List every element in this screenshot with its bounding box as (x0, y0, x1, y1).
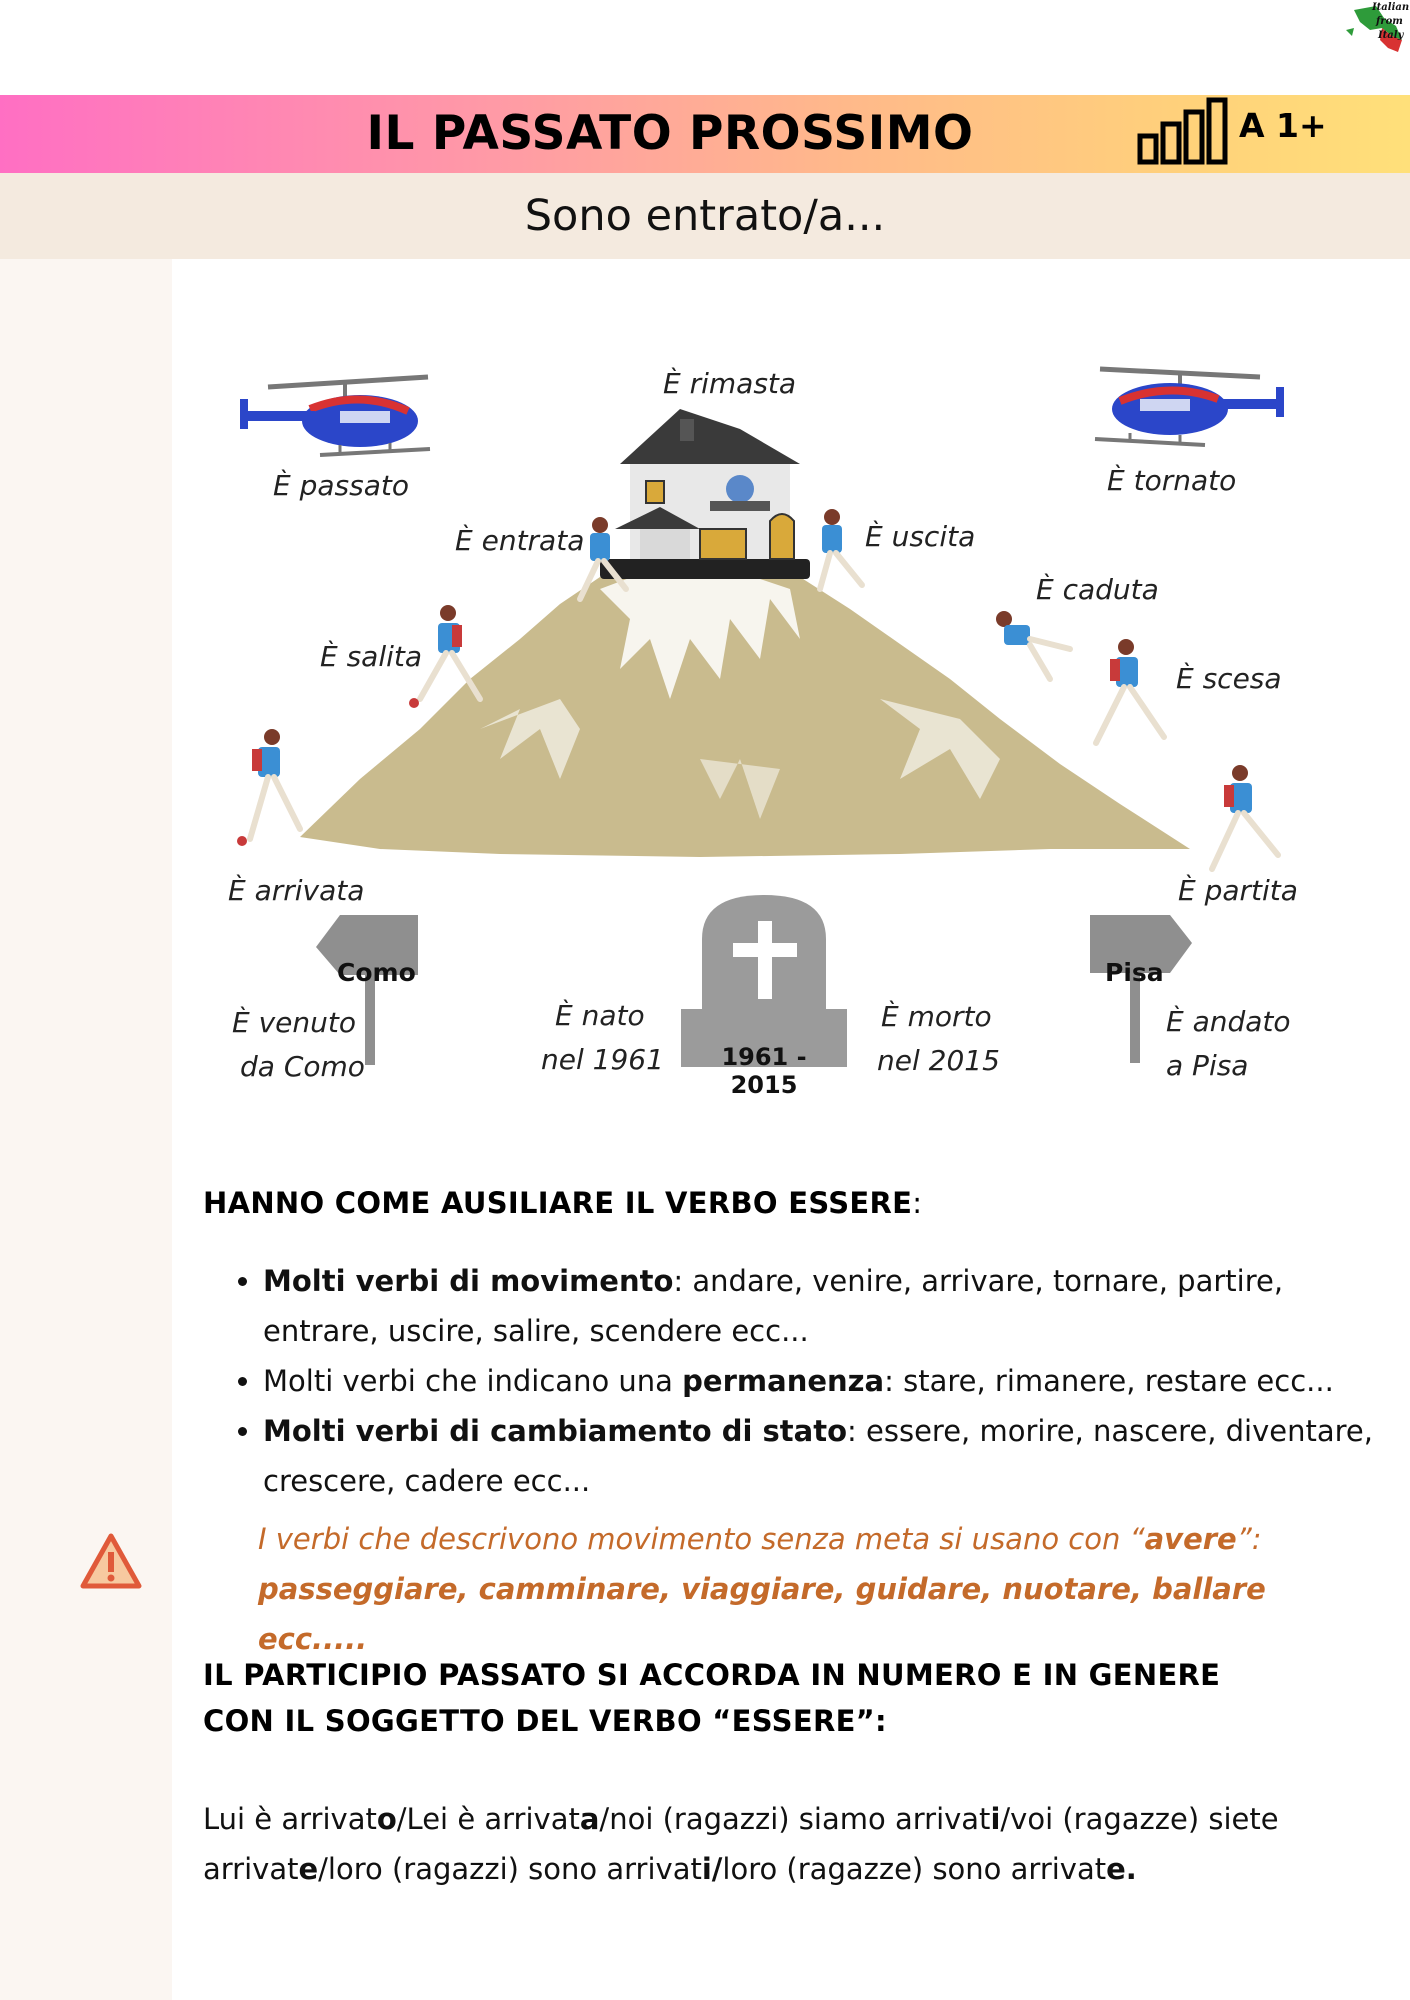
example-ending: e. (1106, 1852, 1137, 1886)
example-ending: a (579, 1802, 600, 1836)
example-ending: i (990, 1802, 1001, 1836)
label-andato-line2: a Pisa (1166, 1049, 1249, 1082)
label-entrata: È entrata (455, 524, 585, 557)
sign-pisa-label: Pisa (1105, 958, 1164, 987)
label-rimasta: È rimasta (663, 367, 797, 400)
label-tornato: È tornato (1107, 464, 1237, 497)
rules-list (203, 1256, 1403, 1506)
warning-icon (80, 1532, 142, 1592)
label-arrivata: È arrivata (228, 874, 365, 907)
list-item-bold: permanenza (682, 1364, 885, 1398)
note-avere: avere (1144, 1522, 1237, 1556)
example-text: /voi (ragazze) siete arrivat (203, 1802, 1279, 1886)
helicopter-right-image (1095, 369, 1284, 445)
section-heading-participio-line2: CON IL SOGGETTO DEL VERBO “ESSERE”: (203, 1704, 887, 1738)
label-venuto-line1: È venuto (232, 1006, 356, 1039)
logo-text-1: Italian (1372, 2, 1410, 13)
label-passato: È passato (273, 469, 409, 502)
label-salita: È salita (320, 640, 423, 673)
list-item-bold: Molti verbi di cambiamento di stato (263, 1414, 848, 1448)
sign-como-label: Como (337, 958, 416, 987)
note-text-end: ”: (1236, 1522, 1262, 1556)
list-item (263, 1406, 1403, 1506)
example-ending: o (376, 1802, 397, 1836)
house-image (600, 409, 810, 579)
label-caduta: È caduta (1036, 573, 1159, 606)
list-item-bold: Molti verbi di movimento (263, 1264, 674, 1298)
level-badge: A 1+ (1239, 106, 1327, 145)
example-text: /noi (ragazzi) siamo arrivat (599, 1802, 991, 1836)
section-heading-essere (203, 1186, 922, 1220)
logo-text-3: Italy (1378, 30, 1404, 41)
section-heading-participio (203, 1652, 1220, 1744)
list-item (263, 1256, 1403, 1356)
tombstone-dates: 1961 - 2015 (721, 1043, 807, 1099)
label-venuto (232, 1001, 365, 1089)
note-text: I verbi che descrivono movimento senza meta si usano con “ (258, 1522, 1145, 1556)
hiker-arrivata-image (237, 729, 300, 846)
example-ending: e (298, 1852, 319, 1886)
label-andato-line1: È andato (1166, 1005, 1291, 1038)
example-ending: i/ (701, 1852, 723, 1886)
page-subtitle: Sono entrato/a... (524, 191, 886, 241)
section-heading-essere-text: HANNO COME AUSILIARE IL VERBO ESSERE (203, 1186, 913, 1220)
list-item-text: Molti verbi che indicano una (263, 1364, 683, 1398)
label-nato-line2: nel 1961 (541, 1043, 664, 1076)
list-item-text: : essere, morire, nascere, diventare, crescere, cadere ecc... (263, 1414, 1373, 1498)
example-text: loro (ragazze) sono arrivat (722, 1852, 1107, 1886)
level-bars-icon (1137, 96, 1229, 166)
list-item-text: : stare, rimanere, restare ecc... (884, 1364, 1334, 1398)
label-andato (1166, 1000, 1291, 1088)
hiker-uscita-image (820, 509, 862, 589)
tombstone-image (681, 895, 847, 1067)
hiker-caduta-image (996, 611, 1070, 679)
label-scesa: È scesa (1176, 662, 1282, 695)
label-nato (541, 994, 664, 1082)
page-title: IL PASSATO PROSSIMO (366, 106, 974, 161)
label-morto-line1: È morto (881, 1000, 992, 1033)
label-morto-line2: nel 2015 (877, 1044, 1000, 1077)
avere-note (258, 1514, 1358, 1664)
agreement-example (203, 1794, 1363, 1894)
section-heading-colon: : (912, 1186, 923, 1220)
label-morto (877, 995, 1000, 1083)
example-text: Lui è arrivat (203, 1802, 377, 1836)
hiker-scesa-image (1096, 639, 1164, 743)
label-partita: È partita (1178, 874, 1298, 907)
example-text: /Lei è arrivat (396, 1802, 580, 1836)
label-venuto-line2: da Como (240, 1050, 365, 1083)
label-nato-line1: È nato (555, 999, 645, 1032)
brand-logo (1336, 0, 1410, 58)
list-item-text: : andare, venire, arrivare, tornare, partire, entrare, uscire, salire, scendere ecc... (263, 1264, 1284, 1348)
list-item (263, 1356, 1403, 1406)
avere-note-line1 (258, 1514, 1358, 1564)
section-heading-participio-line1: IL PARTICIPIO PASSATO SI ACCORDA IN NUMERO E IN GENERE (203, 1658, 1221, 1692)
example-text: /loro (ragazzi) sono arrivat (318, 1852, 702, 1886)
avere-note-examples: passeggiare, camminare, viaggiare, guidare, nuotare, ballare ecc..... (258, 1572, 1266, 1656)
logo-text-2: from (1376, 16, 1403, 27)
label-uscita: È uscita (865, 520, 976, 553)
helicopter-left-image (240, 377, 430, 455)
hiker-partita-image (1212, 765, 1278, 869)
